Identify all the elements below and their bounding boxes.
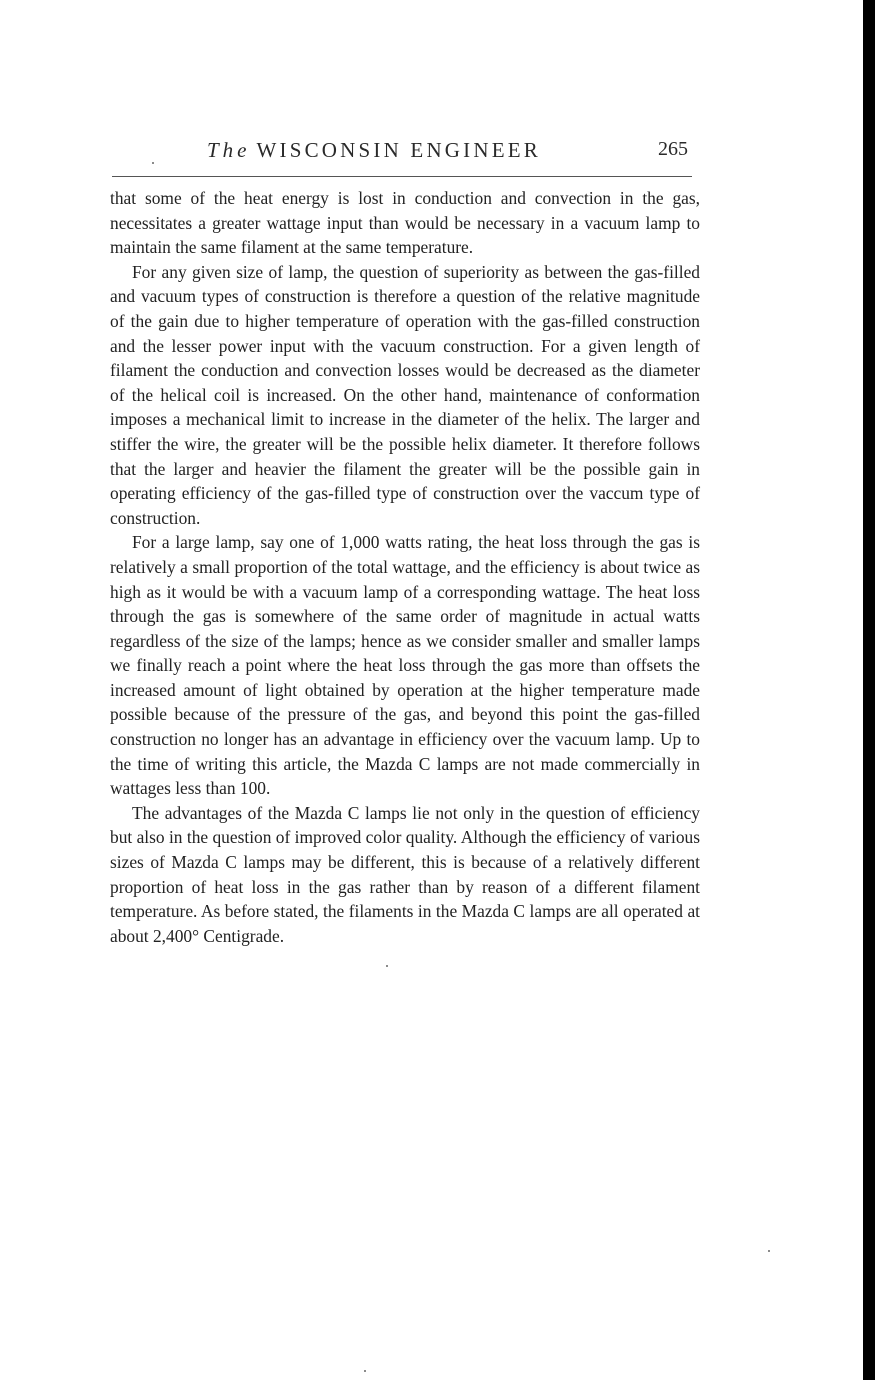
running-header — [112, 136, 692, 166]
header-rule — [112, 176, 692, 177]
scan-speck — [768, 1250, 770, 1252]
journal-title-text: WISCONSIN ENGINEER — [256, 138, 541, 162]
article-body — [110, 186, 700, 948]
paragraph: For a large lamp, say one of 1,000 watts rating, the heat loss through the gas is relatively a small proportion of the total wattage, and the efficiency is about twice as high as it would be with a vacuum lamp of a corresponding wattage. The heat loss through the gas is somewhere of the same order of magnitude in actual watts regardless of the size of the lamps; hence as we consider smaller and smaller lamps we finally reach a point where the heat loss through the gas more than offsets the increased amount of light obtained by operation at the higher temperature made possible because of the pressure of the gas, and beyond this point the gas-filled construction no longer has an advantage in efficiency over the vacuum lamp. Up to the time of writing this article, the Mazda C lamps are not made commercially in wattages less than 100. — [110, 532, 700, 799]
journal-title — [207, 138, 541, 163]
scan-speck — [152, 162, 154, 164]
paragraph-continued: that some of the heat energy is lost in conduction and convection in the gas, necessitates a greater wattage input than would be necessary in a vacuum lamp to maintain the same filament at the same temperature. — [110, 188, 700, 258]
journal-title-prefix: The — [207, 138, 251, 162]
paragraph: The advantages of the Mazda C lamps lie not only in the question of efficiency but also in the question of improved color quality. Although the efficiency of various sizes of Mazda C lamps may be different, this is because of a relatively different proportion of heat loss in the gas rather than by reason of a different filament temperature. As before stated, the filaments in the Mazda C lamps are all operated at about 2,400° Centigrade. — [110, 802, 700, 946]
scan-speck — [386, 965, 388, 967]
scan-speck — [364, 1370, 366, 1372]
page-number: 265 — [658, 138, 688, 160]
scan-edge-bar — [863, 0, 875, 1380]
paragraph: For any given size of lamp, the question of superiority as between the gas-filled and vacuum types of construction is therefore a question of the relative magnitude of the gain due to higher temperature of operation with the gas-filled construction and the lesser power input with the vacuum construction. For a given length of filament the conduction and convection losses would be decreased as the diameter of the helical coil is increased. On the other hand, maintenance of conformation imposes a mechanical limit to increase in the diameter of the helix. The larger and stiffer the wire, the greater will be the possible helix diameter. It therefore follows that the larger and heavier the filament the greater will be the possible gain in operating efficiency of the gas-filled type of construction over the vaccum type of construction. — [110, 261, 700, 528]
